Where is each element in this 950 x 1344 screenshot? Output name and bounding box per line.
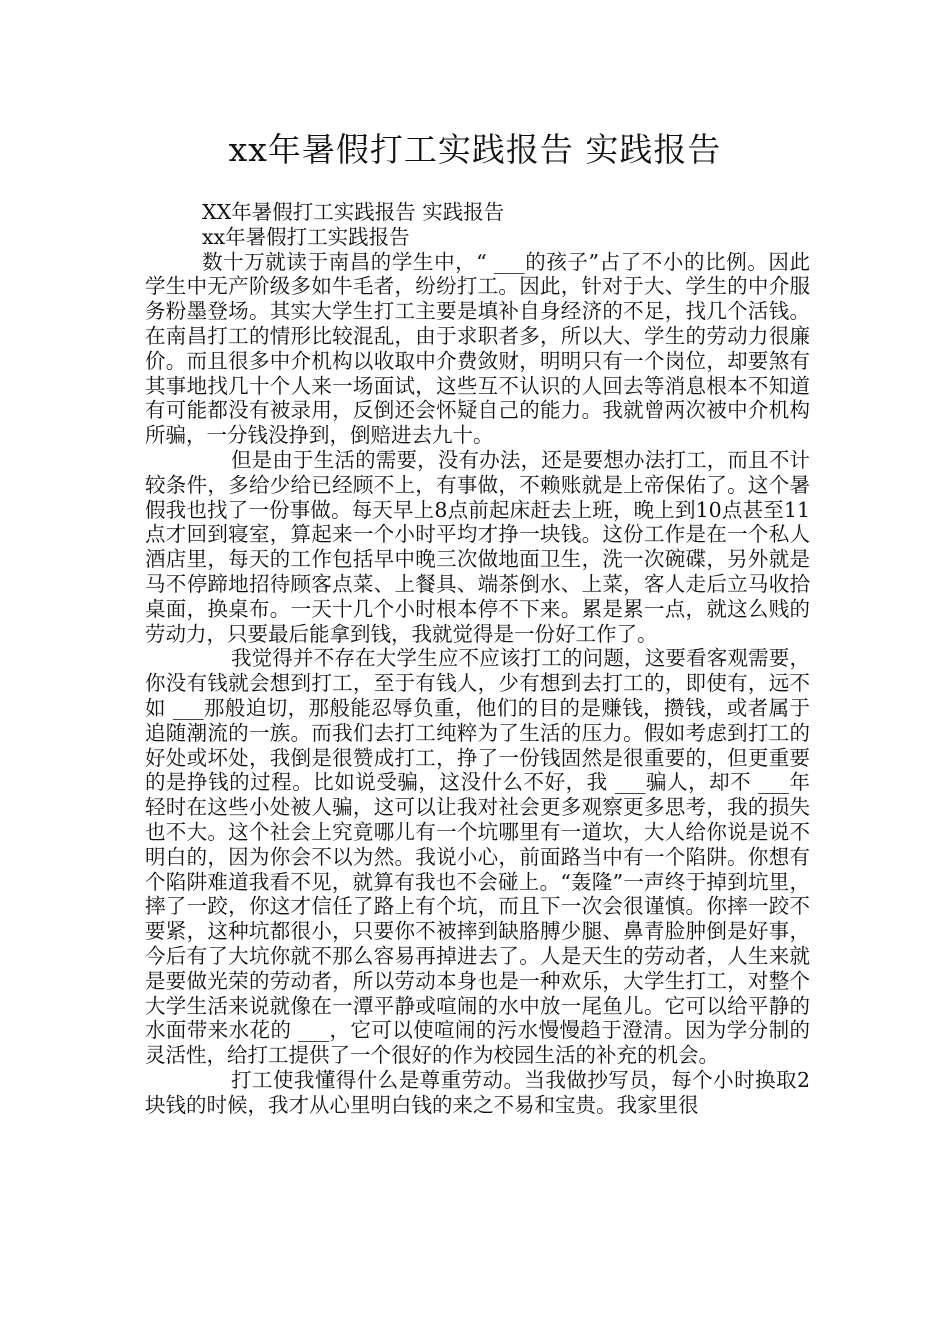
document-title: xx年暑假打工实践报告 实践报告 xyxy=(228,130,722,169)
paragraph-3: 我觉得并不存在大学生应不应该打工的问题，这要看客观需要，你没有钱就会想到打工，至于有钱人，少有想到去打工的，即使有，远不如 ___那般迫切，那般能忍辱负重，他们的目的是赚钱，攒钱，或者属于追随潮流的一族。而我们去打工纯粹为了生活的压力。假如考虑到打工的好处或坏处，我倒是很赞成打工，挣了一份钱固然是很重要的，但更重要的是挣钱的过程。比如说受骗，这没什么不好，我 ___骗人，却不 ___年轻时在这些小处被人骗，这可以让我对社会更多观察更多思考，我的损失也不大。这个社会上究竟哪儿有一个坑哪里有一道坎，大人给你说是说不明白的，因为你会不以为然。我说小心，前面路当中有一个陷阱。你想有个陷阱难道我看不见，就算有我也不会碰上。“轰隆”一声终于掉到坑里，摔了一跤，你这才信任了路上有个坑，而且下一次会很谨慎。你摔一跤不要紧，这种坑都很小，只要你不被摔到缺胳膊少腿、鼻青脸肿倒是好事，今后有了大坑你就不那么容易再掉进去了。人是天生的劳动者，人生来就是要做光荣的劳动者，所以劳动本身也是一种欢乐，大学生打工，对整个大学生活来说就像在一潭平静或喧闹的水中放一尾鱼儿。它可以给平静的水面带来水花的 ___，它可以使喧闹的污水慢慢趋于澄清。因为学分制的灵活性，给打工提供了一个很好的作为校园生活的补充的机会。 xyxy=(145,646,810,1068)
subtitle-line-1: XX年暑假打工实践报告 实践报告 xyxy=(202,200,505,224)
paragraph-1: 数十万就读于南昌的学生中，“ ___的孩子”占了不小的比例。因此学生中无产阶级多如牛毛者，纷纷打工。因此，针对于大、学生的中介服务粉墨登场。其实大学生打工主要是填补自身经济的不足，找几个活钱。在南昌打工的情形比较混乱，由于求职者多，所以大、学生的劳动力很廉价。而且很多中介机构以收取中介费敛财，明明只有一个岗位，却要煞有其事地找几十个人来一场面试，这些互不认识的人回去等消息根本不知道有可能都没有被录用，反倒还会怀疑自己的能力。我就曾两次被中介机构所骗，一分钱没挣到，倒赔进去九十。 xyxy=(145,249,810,448)
subtitle-line-2: xx年暑假打工实践报告 xyxy=(202,224,410,249)
paragraph-4: 打工使我懂得什么是尊重劳动。当我做抄写员，每个小时换取2块钱的时候，我才从心里明白钱的来之不易和宝贵。我家里很 xyxy=(145,1067,810,1117)
document-body xyxy=(145,200,810,1117)
paragraph-2: 但是由于生活的需要，没有办法，还是要想办法打工，而且不计较条件，多给少给已经顾不上，有事做，不赖账就是上帝保佑了。这个暑假我也找了一份事做。每天早上8点前起床赶去上班，晚上到10点甚至11点才回到寝室，算起来一个小时平均才挣一块钱。这份工作是在一个私人酒店里，每天的工作包括早中晚三次做地面卫生，洗一次碗碟，另外就是马不停蹄地招待顾客点菜、上餐具、端茶倒水、上菜，客人走后立马收拾桌面，换桌布。一天十几个小时根本停不下来。累是累一点，就这么贱的劳动力，只要最后能拿到钱，我就觉得是一份好工作了。 xyxy=(145,447,810,646)
